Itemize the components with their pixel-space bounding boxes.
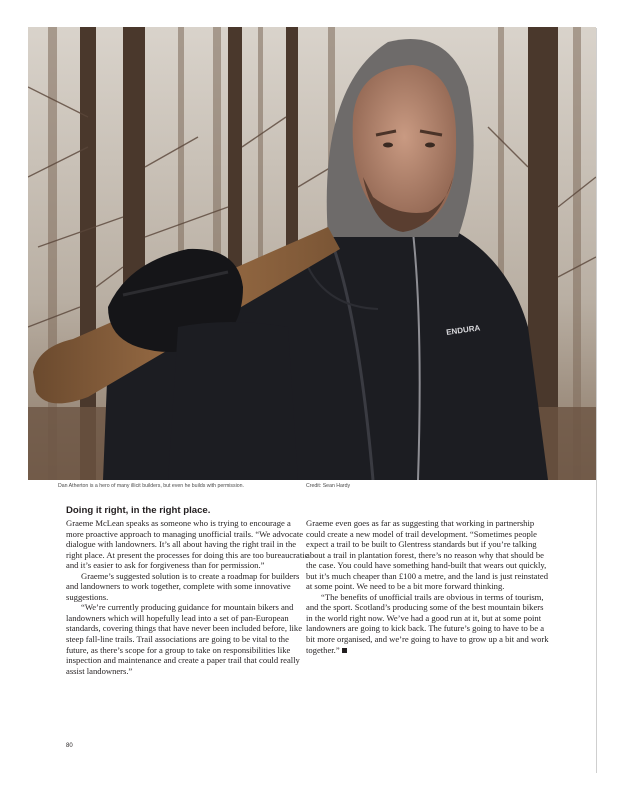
photo-caption: Dan Atherton is a hero of many illicit builders, but even he builds with permission.: [58, 483, 244, 489]
paragraph: Graeme McLean speaks as someone who is trying to encourage a more proactive approach to managing unofficial trails. “We advocate dialogue with landowners. It’s all about having the right trail in the right place. At present the processes for doing this are too bureaucratic and it’s easier to ask for forgiveness than for permission.”: [66, 518, 309, 571]
page-number: 80: [66, 743, 73, 749]
hero-photo: [28, 27, 596, 480]
article-column-left: [66, 518, 310, 676]
article-column-right: [306, 518, 550, 655]
photo-credit: Credit: Sean Hardy: [306, 483, 351, 489]
paragraph-text: “The benefits of unofficial trails are obvious in terms of tourism, and the sport. Scotland’s producing some of the best mountain bikers in the world right now. We’ve had a good run at it, but at some point landowners are going to kick back. The future’s going to have to be a bit more organised, and we’re going to have to grow up a bit and work together.”: [306, 591, 549, 655]
section-heading: Doing it right, in the right place.: [66, 505, 211, 516]
paragraph: “We’re currently producing guidance for mountain bikers and landowners which will hopefully lead into a set of pan-European standards, covering things that have never been included before, like steep fall-line trails. Trail associations are going to be vital to the future, as there’s scope for a group to take on responsibilities like inspection and maintenance and create a paper trail that could really assist landowners.”: [66, 602, 303, 676]
paragraph: Graeme’s suggested solution is to create a roadmap for builders and landowners to work together, complete with some innovative suggestions.: [66, 570, 300, 602]
paragraph-last: [306, 592, 550, 655]
page-edge-rule: [596, 28, 597, 773]
end-of-article-icon: [342, 648, 347, 653]
jacket-logo: ENDURA: [445, 323, 481, 338]
paragraph: Graeme even goes as far as suggesting that working in partnership could create a new model of trail development. “Sometimes people expect a trail to be built to Glentress standards but if you’re talking about a trail in plantation forest, there’s no reason why that should be the case. You could have something hand-built that wears out quickly, but it’s much cheaper than £100 a metre, and the land is just reinstated at some point. We need to be a bit more forward thinking.: [306, 518, 548, 592]
